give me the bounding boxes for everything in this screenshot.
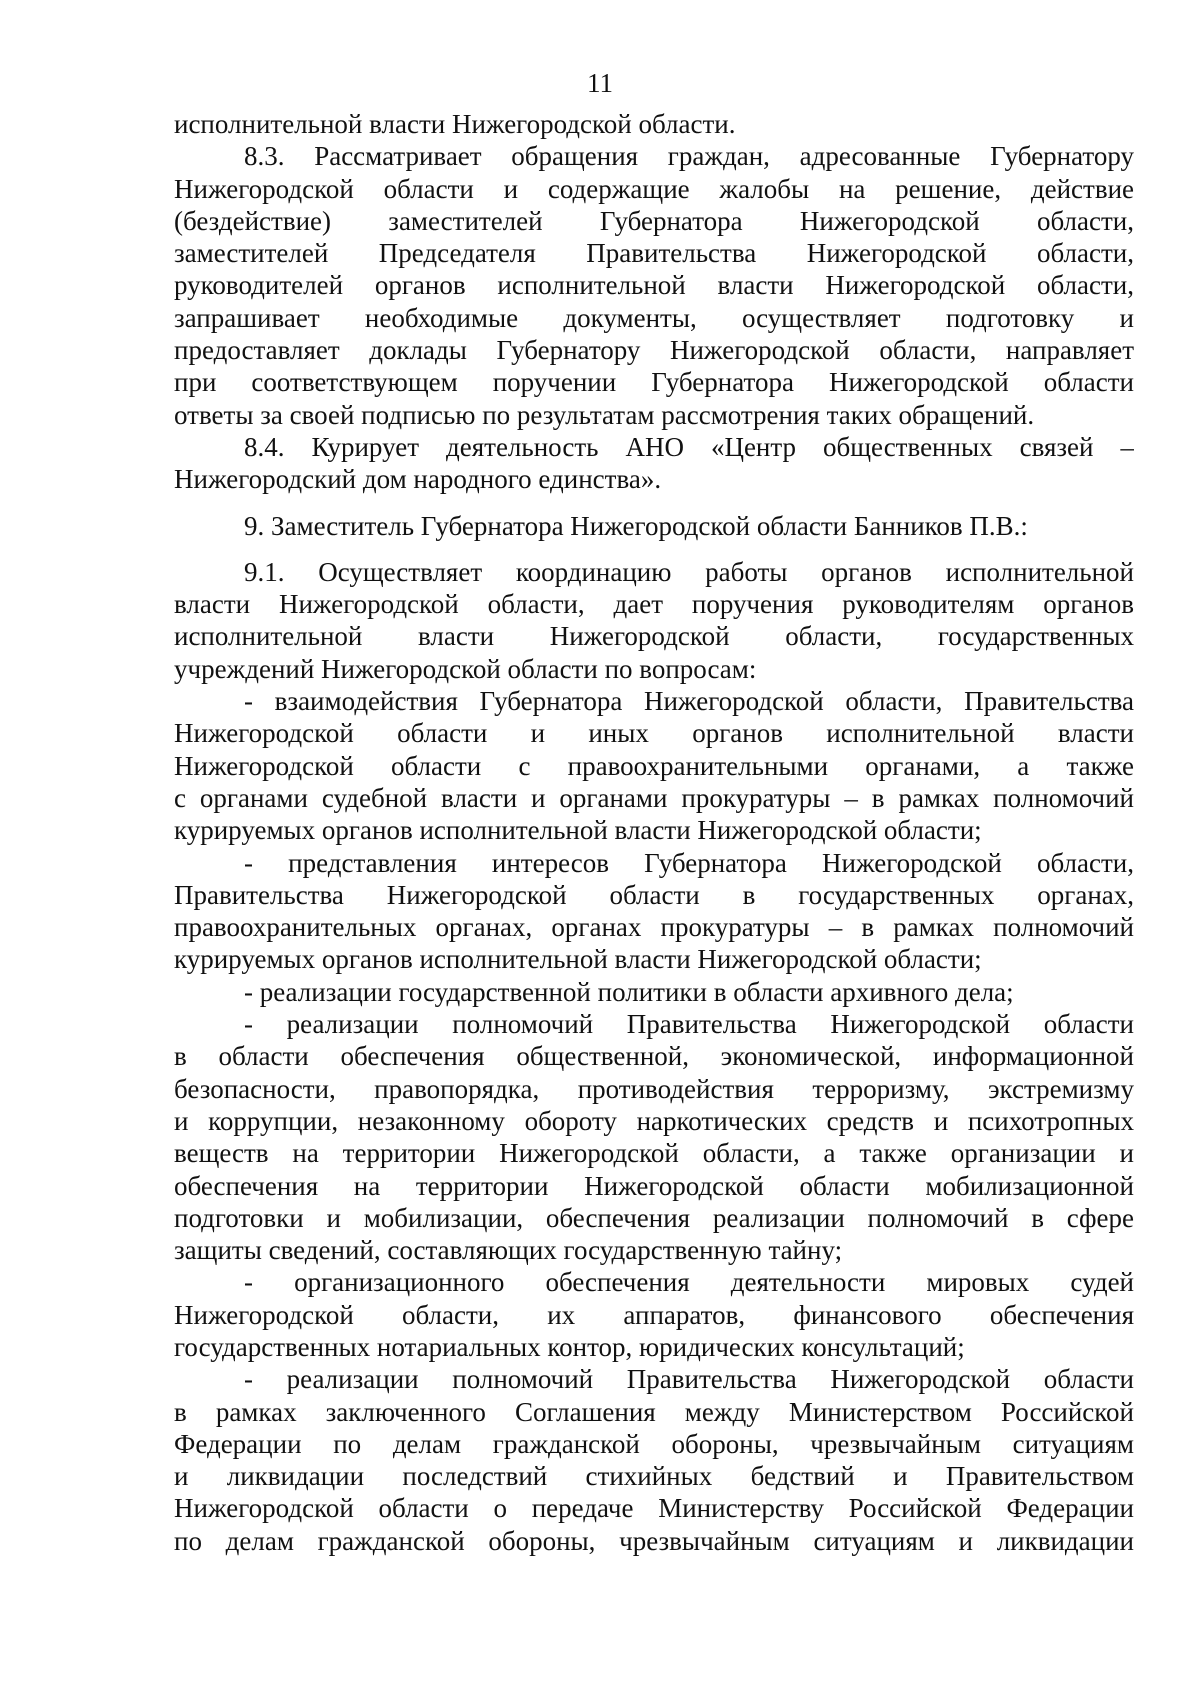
text-line: Нижегородской области и иных органов исполнительной власти [174, 718, 1134, 749]
text-line: Нижегородской области с правоохранительными органами, а также [174, 750, 1134, 781]
paragraph-gap [174, 496, 1134, 510]
text-line: Нижегородской области о передаче Министерству Российской Федерации [174, 1493, 1134, 1524]
text-line: защиты сведений, составляющих государственную тайну; [174, 1235, 843, 1266]
text-line: веществ на территории Нижегородской области, а также организации и [174, 1138, 1134, 1169]
text-line: 9.1. Осуществляет координацию работы органов исполнительной [244, 556, 1134, 587]
document-body [174, 108, 1134, 1557]
text-line: Нижегородской области, их аппаратов, финансового обеспечения [174, 1299, 1134, 1330]
text-line: исполнительной власти Нижегородской области. [174, 109, 736, 139]
text-line: учреждений Нижегородской области по вопросам: [174, 653, 757, 684]
text-line: - реализации полномочий Правительства Нижегородской области [244, 1364, 1134, 1395]
text-line: обеспечения на территории Нижегородской области мобилизационной [174, 1170, 1134, 1201]
text-line: заместителей Председателя Правительства Нижегородской области, [174, 238, 1134, 269]
text-line: (бездействие) заместителей Губернатора Нижегородской области, [174, 205, 1134, 236]
page-number: 11 [587, 68, 613, 98]
text-line: с органами судебной власти и органами прокуратуры – в рамках полномочий [174, 782, 1134, 813]
text-line: исполнительной власти Нижегородской области, государственных [174, 621, 1134, 652]
text-line: запрашивает необходимые документы, осуществляет подготовку и [174, 302, 1134, 333]
text-line: 8.3. Рассматривает обращения граждан, адресованные Губернатору [244, 141, 1134, 172]
text-line: правоохранительных органах, органах прокуратуры – в рамках полномочий [174, 912, 1134, 943]
text-line: - реализации полномочий Правительства Нижегородской области [244, 1009, 1134, 1040]
text-line: в рамках заключенного Соглашения между Министерством Российской [174, 1396, 1134, 1427]
text-line: государственных нотариальных контор, юридических консультаций; [174, 1331, 965, 1362]
text-line: безопасности, правопорядка, противодействия терроризму, экстремизму [174, 1073, 1134, 1104]
text-line: и коррупции, незаконному обороту наркотических средств и психотропных [174, 1105, 1134, 1136]
text-line: Нижегородский дом народного единства». [174, 464, 662, 495]
text-line: при соответствующем поручении Губернатора Нижегородской области [174, 367, 1134, 398]
text-line: курируемых органов исполнительной власти Нижегородской области; [174, 944, 982, 975]
text-line: 8.4. Курирует деятельность АНО «Центр общественных связей – [244, 431, 1134, 462]
text-line: подготовки и мобилизации, обеспечения реализации полномочий в сфере [174, 1202, 1134, 1233]
text-line: в области обеспечения общественной, экономической, информационной [174, 1041, 1134, 1072]
text-line: курируемых органов исполнительной власти Нижегородской области; [174, 815, 982, 846]
text-line: по делам гражданской обороны, чрезвычайным ситуациям и ликвидации [174, 1525, 1134, 1556]
text-line: - организационного обеспечения деятельности мировых судей [244, 1267, 1134, 1298]
text-line: власти Нижегородской области, дает поручения руководителям органов [174, 589, 1134, 620]
text-line: 9. Заместитель Губернатора Нижегородской области Банников П.В.: [244, 510, 1028, 541]
text-line: предоставляет доклады Губернатору Нижегородской области, направляет [174, 335, 1134, 366]
text-line: - реализации государственной политики в области архивного дела; [244, 976, 1014, 1007]
text-line: ответы за своей подписью по результатам рассмотрения таких обращений. [174, 399, 1035, 430]
text-line: Федерации по делам гражданской обороны, чрезвычайным ситуациям [174, 1428, 1134, 1459]
text-line: Нижегородской области и содержащие жалобы на решение, действие [174, 173, 1134, 204]
text-line: - представления интересов Губернатора Нижегородской области, [244, 847, 1134, 878]
text-line: Правительства Нижегородской области в государственных органах, [174, 879, 1134, 910]
paragraph-gap [174, 542, 1134, 556]
text-line: руководителей органов исполнительной власти Нижегородской области, [174, 270, 1134, 301]
text-line: - взаимодействия Губернатора Нижегородской области, Правительства [244, 686, 1134, 717]
text-line: и ликвидации последствий стихийных бедствий и Правительством [174, 1461, 1134, 1492]
